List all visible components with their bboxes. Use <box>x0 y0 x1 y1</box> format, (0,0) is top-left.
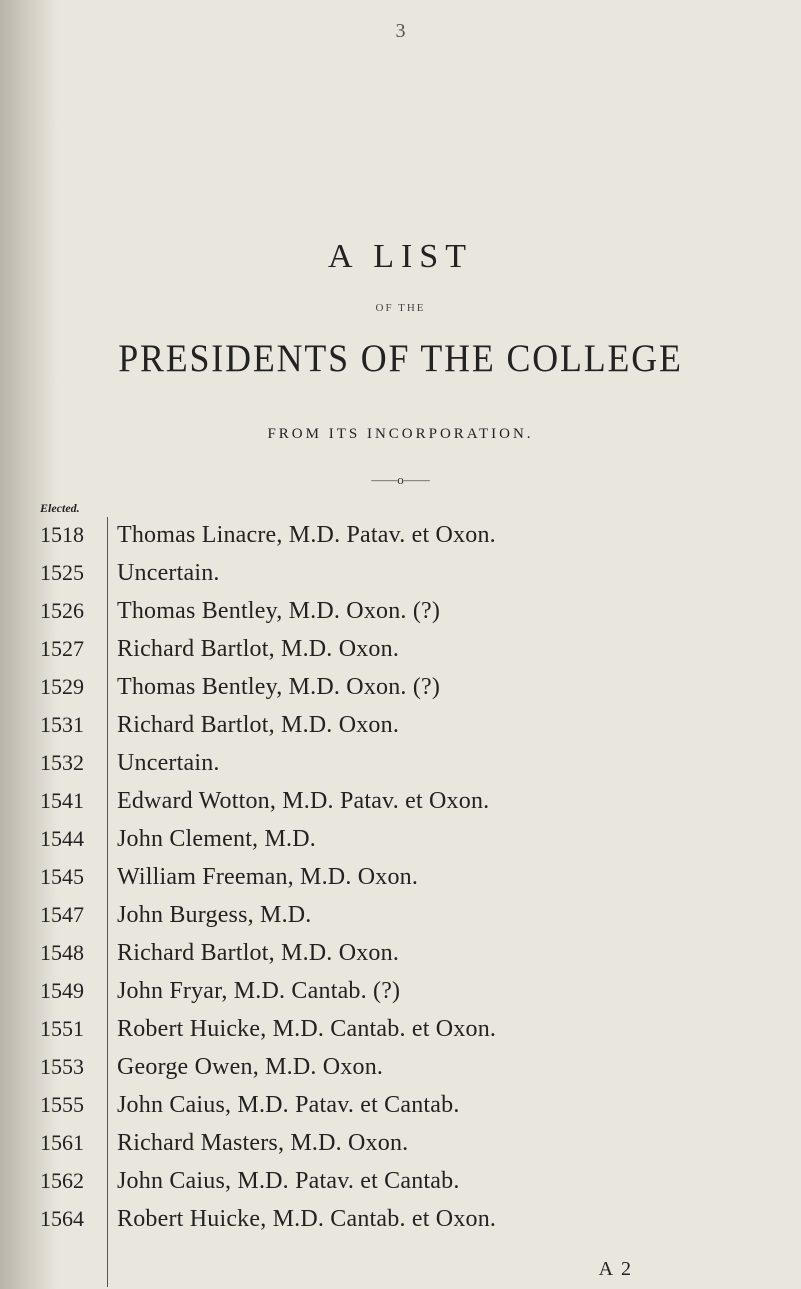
president-name: Uncertain. <box>117 560 220 586</box>
year-elected: 1547 <box>40 902 84 927</box>
subheading: FROM ITS INCORPORATION. <box>267 426 534 442</box>
list-item <box>0 1130 801 1168</box>
elected-column-header: Elected. <box>40 501 80 515</box>
president-name: John Burgess, M.D. <box>117 902 312 928</box>
year-elected: 1527 <box>40 636 84 661</box>
list-item <box>0 598 801 636</box>
list-item <box>0 522 801 560</box>
president-name: Richard Masters, M.D. Oxon. <box>117 1130 409 1156</box>
president-name: Uncertain. <box>117 750 220 776</box>
list-item <box>0 712 801 750</box>
president-name: Richard Bartlot, M.D. Oxon. <box>117 940 400 966</box>
list-item <box>0 940 801 978</box>
list-item <box>0 1054 801 1092</box>
page-number: 3 <box>395 20 406 42</box>
list-item <box>0 864 801 902</box>
president-name: Edward Wotton, M.D. Patav. et Oxon. <box>117 788 490 814</box>
divider-ornament: ——o—— <box>371 472 430 487</box>
president-name: John Fryar, M.D. Cantab. (?) <box>117 978 401 1004</box>
list-title: A LIST <box>328 238 473 275</box>
main-heading: PRESIDENTS OF THE COLLEGE <box>118 337 683 380</box>
president-name: Richard Bartlot, M.D. Oxon. <box>117 712 400 738</box>
year-elected: 1531 <box>40 712 84 737</box>
year-elected: 1541 <box>40 788 84 813</box>
year-elected: 1555 <box>40 1092 84 1117</box>
year-elected: 1548 <box>40 940 84 965</box>
list-item <box>0 674 801 712</box>
president-name: John Clement, M.D. <box>117 826 316 852</box>
year-elected: 1545 <box>40 864 84 889</box>
president-name: John Caius, M.D. Patav. et Cantab. <box>117 1092 460 1118</box>
year-elected: 1518 <box>40 522 84 547</box>
year-elected: 1553 <box>40 1054 84 1079</box>
list-item <box>0 826 801 864</box>
list-item <box>0 1168 801 1206</box>
of-the-label: OF THE <box>375 302 426 314</box>
year-elected: 1551 <box>40 1016 84 1041</box>
president-name: Robert Huicke, M.D. Cantab. et Oxon. <box>117 1206 497 1232</box>
president-name: Thomas Linacre, M.D. Patav. et Oxon. <box>117 522 496 548</box>
year-elected: 1564 <box>40 1206 84 1231</box>
list-item <box>0 560 801 598</box>
list-item <box>0 978 801 1016</box>
year-elected: 1544 <box>40 826 84 851</box>
year-elected: 1526 <box>40 598 84 623</box>
list-item <box>0 1092 801 1130</box>
list-item <box>0 1016 801 1054</box>
list-item <box>0 1206 801 1244</box>
list-item <box>0 636 801 674</box>
president-name: Robert Huicke, M.D. Cantab. et Oxon. <box>117 1016 497 1042</box>
president-name: Thomas Bentley, M.D. Oxon. (?) <box>117 674 441 700</box>
year-elected: 1561 <box>40 1130 84 1155</box>
year-elected: 1562 <box>40 1168 84 1193</box>
signature-mark: A 2 <box>598 1258 633 1280</box>
year-elected: 1532 <box>40 750 84 775</box>
president-name: William Freeman, M.D. Oxon. <box>117 864 419 890</box>
list-item <box>0 902 801 940</box>
year-elected: 1549 <box>40 978 84 1003</box>
president-name: John Caius, M.D. Patav. et Cantab. <box>117 1168 460 1194</box>
year-elected: 1525 <box>40 560 84 585</box>
president-name: Thomas Bentley, M.D. Oxon. (?) <box>117 598 441 624</box>
year-elected: 1529 <box>40 674 84 699</box>
president-name: Richard Bartlot, M.D. Oxon. <box>117 636 400 662</box>
president-name: George Owen, M.D. Oxon. <box>117 1054 384 1080</box>
list-item <box>0 750 801 788</box>
list-item <box>0 788 801 826</box>
